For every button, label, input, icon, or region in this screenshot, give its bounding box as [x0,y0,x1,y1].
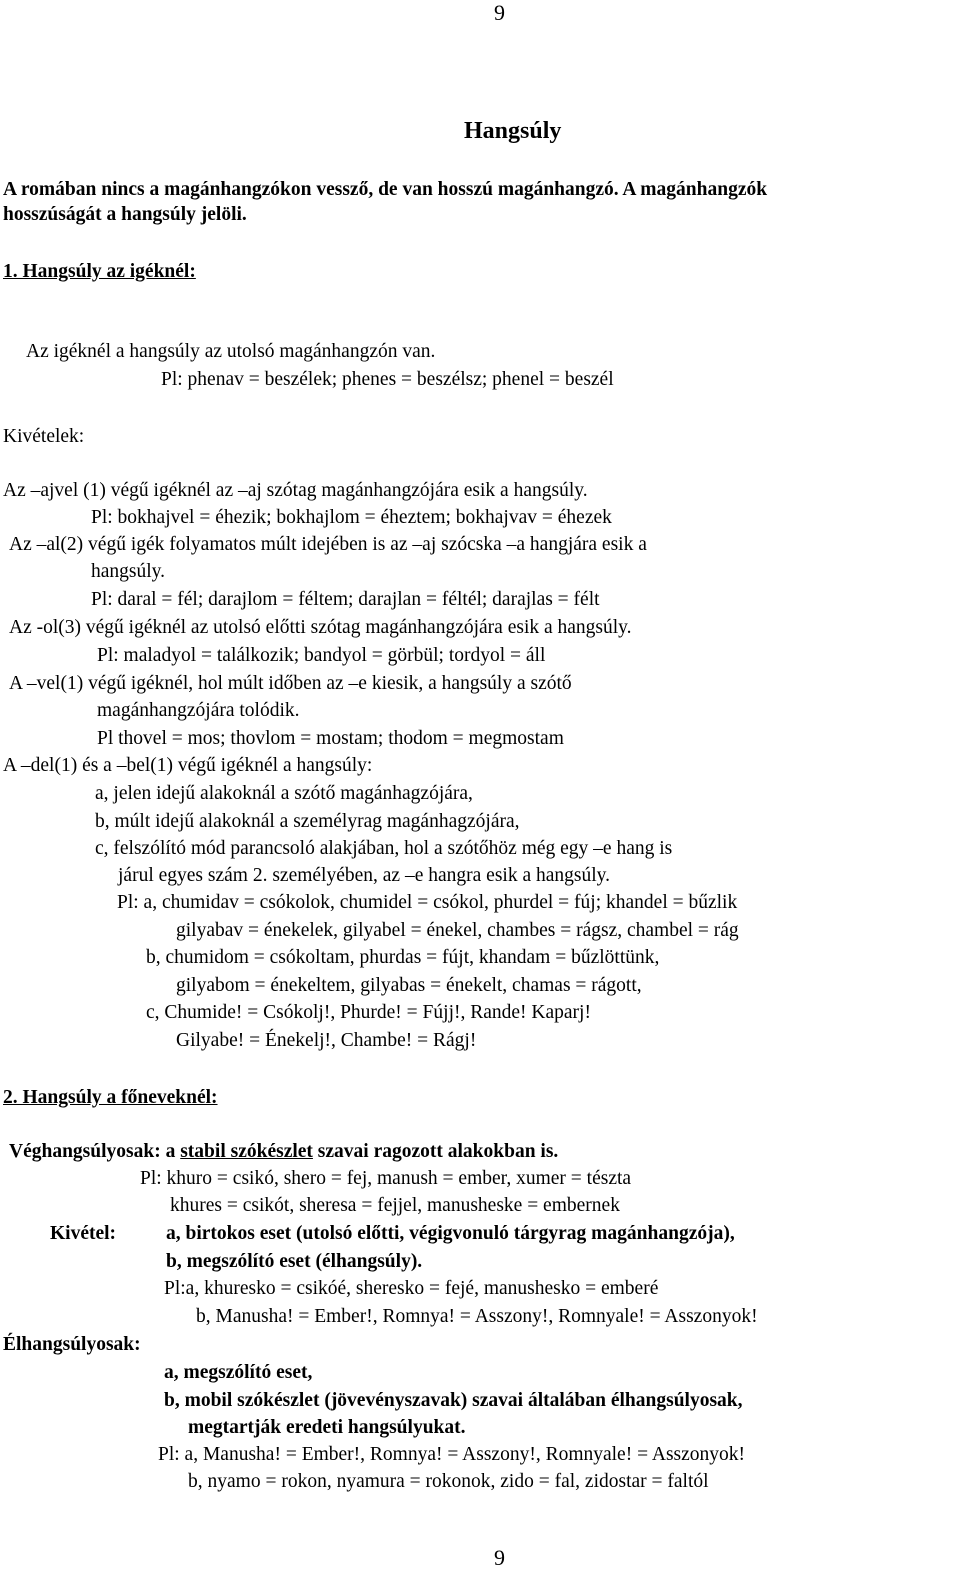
noun-example-1: Pl: khuro = csikó, shero = fej, manush = ember, xumer = tészta [140,1168,632,1189]
section2-heading: 2. Hangsúly a főneveknél: [3,1087,218,1108]
verb-line: Gilyabe! = Énekelj!, Chambe! = Rágj! [176,1030,477,1051]
elhangsulyosak-example-b: b, nyamo = rokon, nyamura = rokonok, zido = fal, zidostar = faltól [188,1471,709,1492]
page-title: Hangsúly [464,118,562,144]
verb-line: A –del(1) és a –bel(1) végű igéknél a hangsúly: [3,755,373,776]
noun-example-2: khures = csikót, sheresa = fejjel, manusheske = embernek [170,1195,620,1216]
elhangsulyosak-label: Élhangsúlyosak: [3,1334,141,1355]
section1-example: Pl: phenav = beszélek; phenes = beszélsz; phenel = beszél [161,369,614,390]
veghangsulyosak-post: szavai ragozott alakokban is. [312,1141,559,1162]
veghangsulyosak-line [9,1140,558,1164]
verb-line: Az –al(2) végű igék folyamatos múlt idejében is az –aj szócska –a hangjára esik a [9,534,647,555]
verb-line: Az –ajvel (1) végű igéknél az –aj szótag magánhangzójára esik a hangsúly. [3,480,588,501]
section1-heading: 1. Hangsúly az igéknél: [3,261,196,282]
kivetel-label: Kivétel: [50,1223,117,1244]
verb-line: Pl: a, chumidav = csókolok, chumidel = csókol, phurdel = fúj; khandel = bűzlik [117,892,738,913]
elhangsulyosak-b2: megtartják eredeti hangsúlyukat. [188,1417,466,1438]
elhangsulyosak-b1: b, mobil szókészlet (jövevényszavak) szavai általában élhangsúlyosak, [164,1390,743,1411]
section1-rule: Az igéknél a hangsúly az utolsó magánhangzón van. [26,341,436,362]
verb-line: gilyabav = énekelek, gilyabel = énekel, chambes = rágsz, chambel = rág [176,920,739,941]
verb-line: b, múlt idejű alakoknál a személyrag magánhagzójára, [95,811,520,832]
verb-line: járul egyes szám 2. személyében, az –e hangra esik a hangsúly. [118,865,611,886]
verb-line: magánhangzójára tolódik. [97,700,300,721]
intro-line-1: A romában nincs a magánhangzókon vessző, de van hosszú magánhangzó. A magánhangzók [3,179,768,200]
intro-line-2: hosszúságát a hangsúly jelöli. [3,204,247,225]
verb-line: A –vel(1) végű igéknél, hol múlt időben az –e kiesik, a hangsúly a szótő [9,673,572,694]
exceptions-label: Kivételek: [3,426,85,447]
page-number-bottom: 9 [494,1545,505,1570]
stabil-szokeszlet: stabil szókészlet [180,1141,313,1162]
verb-line: Az -ol(3) végű igéknél az utolsó előtti szótag magánhangzójára esik a hangsúly. [9,617,632,638]
verb-line: b, chumidom = csókoltam, phurdas = fújt, khandam = bűzlöttünk, [146,947,660,968]
kivetel-a: a, birtokos eset (utolsó előtti, végigvonuló tárgyrag magánhangzója), [166,1223,735,1244]
elhangsulyosak-a: a, megszólító eset, [164,1362,313,1383]
verb-line: c, felszólító mód parancsoló alakjában, hol a szótőhöz még egy –e hang is [95,838,673,859]
kivetel-example-a: Pl:a, khuresko = csikóé, sheresko = fejé, manushesko = emberé [164,1278,659,1299]
kivetel-example-b: b, Manusha! = Ember!, Romnya! = Asszony!, Romnyale! = Asszonyok! [196,1306,758,1327]
verb-line: Pl: bokhajvel = éhezik; bokhajlom = éheztem; bokhajvav = éhezek [91,507,612,528]
verb-line: Pl: maladyol = találkozik; bandyol = görbül; tordyol = áll [97,645,546,666]
verb-line: a, jelen idejű alakoknál a szótő magánhagzójára, [95,783,473,804]
page-number-top: 9 [494,0,505,25]
verb-line: c, Chumide! = Csókolj!, Phurde! = Fújj!, Rande! Kaparj! [146,1002,591,1023]
elhangsulyosak-example-a: Pl: a, Manusha! = Ember!, Romnya! = Asszony!, Romnyale! = Asszonyok! [158,1444,746,1465]
veghangsulyosak-pre: Véghangsúlyosak: a [9,1141,181,1162]
verb-line: Pl thovel = mos; thovlom = mostam; thodom = megmostam [97,728,564,749]
verb-line: Pl: daral = fél; darajlom = féltem; darajlan = féltél; darajlas = félt [91,589,600,610]
verb-line: gilyabom = énekeltem, gilyabas = énekelt, chamas = rágott, [176,975,642,996]
verb-line: hangsúly. [91,561,166,582]
kivetel-b: b, megszólító eset (élhangsúly). [166,1251,423,1272]
